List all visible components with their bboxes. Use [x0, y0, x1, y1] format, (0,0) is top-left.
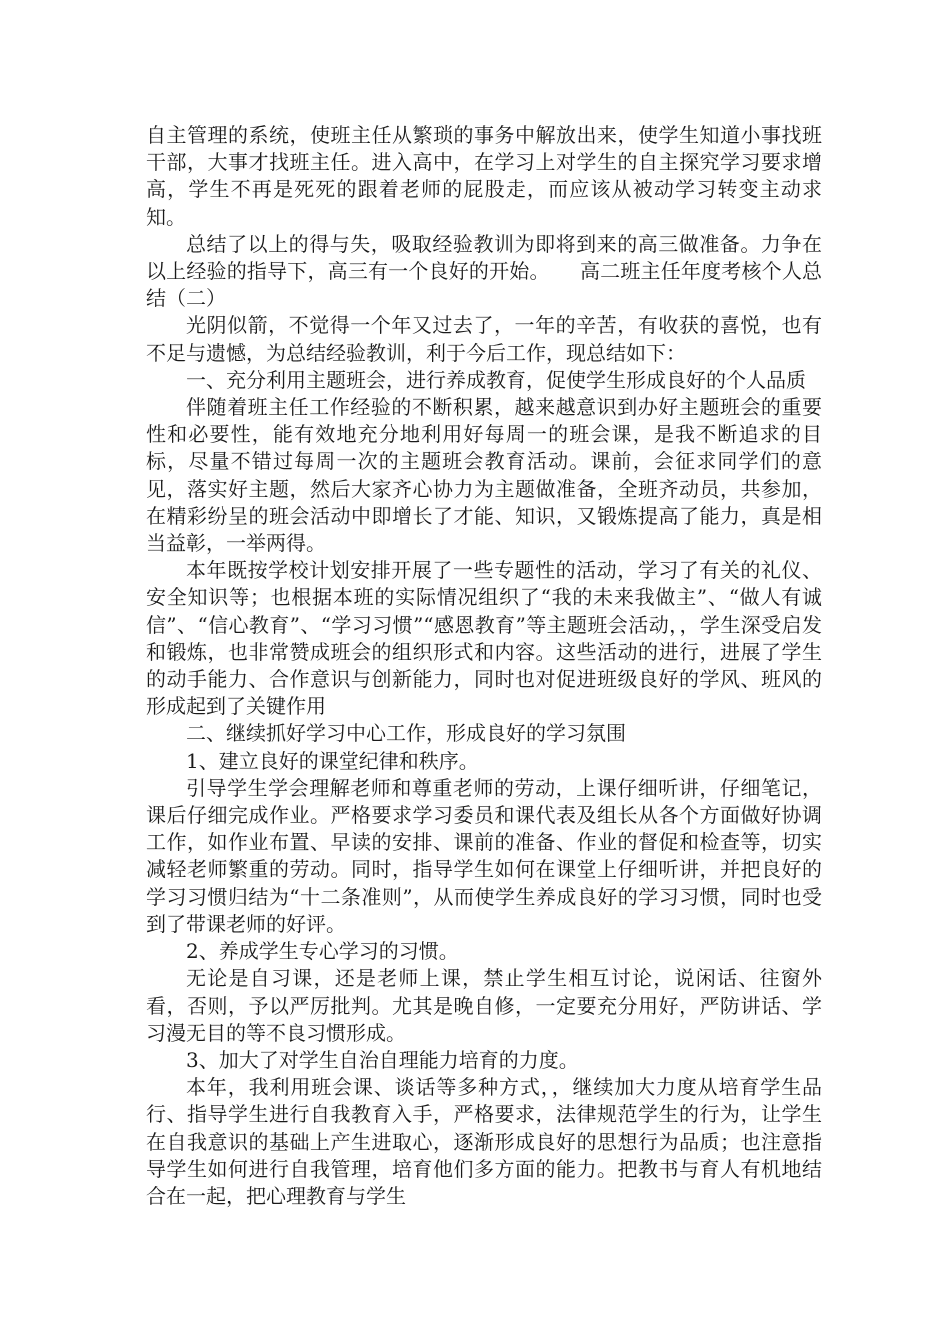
paragraph: 光阴似箭，不觉得一个年又过去了，一年的辛苦，有收获的喜悦，也有不足与遗憾，为总结经验教训，利于今后工作，现总结如下：	[146, 313, 822, 365]
paragraph: 伴随着班主任工作经验的不断积累，越来越意识到办好主题班会的重要性和必要性，能有效地充分地利用好每周一的班会课，是我不断追求的目标，尽量不错过每周一次的主题班会教育活动。课前，会征求同学们的意见，落实好主题，然后大家齐心协力为主题做准备，全班齐动员，共参加，在精彩纷呈的班会活动中即增长了才能、知识，又锻炼提高了能力，真是相当益彰，一举两得。	[146, 395, 822, 556]
section-heading: 一、充分利用主题班会，进行养成教育，促使学生形成良好的个人品质	[186, 367, 806, 392]
paragraph: 自主管理的系统，使班主任从繁琐的事务中解放出来，使学生知道小事找班干部，大事才找班主任。进入高中，在学习上对学生的自主探究学习要求增高，学生不再是死死的跟着老师的屁股走，而应该从被动学习转变主动求知。	[146, 123, 822, 229]
paragraph: 总结了以上的得与失，吸取经验教训为即将到来的高三做准备。力争在以上经验的指导下，高三有一个良好的开始。 高二班主任年度考核个人总结（二）	[146, 231, 822, 311]
paragraph: 本年既按学校计划安排开展了一些专题性的活动，学习了有关的礼仪、安全知识等；也根据本班的实际情况组织了“我的未来我做主”、“做人有诚信”、“信心教育”、“学习习惯”“感恩教育”等主题班会活动，，学生深受启发和锻炼，也非常赞成班会的组织形式和内容。这些活动的进行，进展了学生的动手能力、合作意识与创新能力，同时也对促进班级良好的学风、班风的形成起到了关键作用	[146, 558, 822, 719]
subsection-heading: 2、养成学生专心学习的习惯。	[186, 939, 459, 964]
paragraph: 无论是自习课，还是老师上课，禁止学生相互讨论，说闲话、往窗外看，否则，予以严厉批判。尤其是晚自修，一定要充分用好，严防讲话、学习漫无目的等不良习惯形成。	[146, 966, 822, 1045]
subsection-heading: 3、加大了对学生自治自理能力培育的力度。	[186, 1047, 579, 1072]
document-body	[146, 122, 822, 1210]
section-heading: 二、继续抓好学习中心工作，形成良好的学习氛围	[186, 721, 626, 746]
subsection-heading: 1、建立良好的课堂纪律和秩序。	[186, 748, 479, 773]
paragraph: 本年，我利用班会课、谈话等多种方式，，继续加大力度从培育学生品行、指导学生进行自我教育入手，严格要求，法律规范学生的行为，让学生在自我意识的基础上产生进取心，逐渐形成良好的思想行为品质；也注意指导学生如何进行自我管理，培育他们多方面的能力。把教书与育人有机地结合在一起，把心理教育与学生	[146, 1075, 822, 1208]
paragraph: 引导学生学会理解老师和尊重老师的劳动，上课仔细听讲，仔细笔记，课后仔细完成作业。严格要求学习委员和课代表及组长从各个方面做好协调工作，如作业布置、早读的安排、课前的准备、作业的督促和检查等，切实减轻老师繁重的劳动。同时，指导学生如何在课堂上仔细听讲，并把良好的学习习惯归结为“十二条准则”，从而使学生养成良好的学习习惯，同时也受到了带课老师的好评。	[146, 775, 822, 936]
